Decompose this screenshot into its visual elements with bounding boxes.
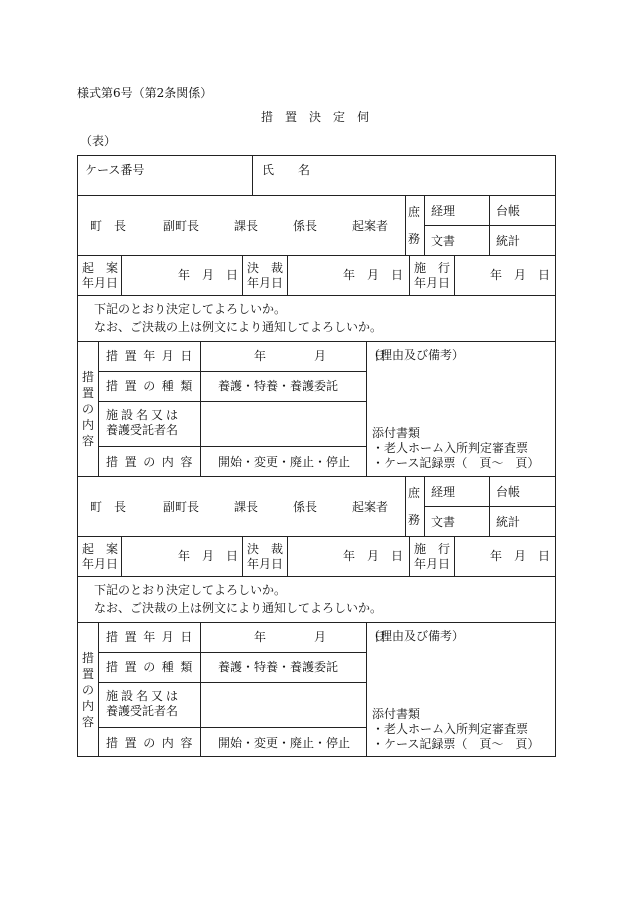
decision-date-label-top: 決 裁: [247, 261, 284, 275]
measure-content-label: 措置の内容: [106, 736, 200, 750]
measure-type-label: 措置の種類: [106, 660, 200, 674]
document-label: 文書: [431, 234, 456, 248]
measure-content-value: 開始・変更・廃止・停止: [218, 455, 351, 469]
decision-date-label-top: 決 裁: [247, 542, 284, 556]
attachments-title: 添付書類: [372, 426, 421, 440]
attachment-1: ・老人ホーム入所判定審査票: [372, 441, 529, 455]
page-title: 措 置 決 定 伺: [260, 110, 369, 124]
name-label: 氏 名: [262, 163, 311, 177]
decision-date-label-bottom: 年月日: [247, 276, 284, 290]
facility-label-top: 施設名又は: [106, 408, 182, 422]
draft-date-label-bottom: 年月日: [82, 276, 119, 290]
decision-date-label-bottom: 年月日: [247, 557, 284, 571]
attachment-2: ・ケース記録票（ 頁〜 頁）: [372, 456, 540, 470]
draft-date-label-top: 起 案: [82, 261, 119, 275]
case-number-label: ケース番号: [85, 163, 145, 177]
facility-label-bottom: 養護受託者名: [106, 704, 179, 718]
deputy-mayor-label: 副町長: [163, 219, 200, 233]
enforce-date-label-bottom: 年月日: [414, 557, 451, 571]
measure-side-4: 内: [82, 418, 95, 432]
attachments-title: 添付書類: [372, 707, 421, 721]
enforce-date-label-top: 施 行: [414, 542, 451, 556]
measure-type-value: 養護・特養・養護委託: [218, 660, 339, 674]
statistics-label: 統計: [496, 234, 521, 248]
request-line-2: なお、ご決裁の上は例文により通知してよろしいか。: [94, 601, 383, 615]
draft-date-label-bottom: 年月日: [82, 557, 119, 571]
draft-date-value: 年 月 日: [178, 549, 239, 563]
reason-label: （理由及び備考）: [368, 629, 465, 643]
request-line-1: 下記のとおり決定してよろしいか。: [94, 583, 287, 597]
measure-side-1: 措: [82, 651, 95, 665]
section-chief-label: 課長: [234, 500, 259, 514]
measure-type-label: 措置の種類: [106, 379, 200, 393]
subsection-chief-label: 係長: [293, 500, 318, 514]
enforce-date-value: 年 月 日: [490, 268, 551, 282]
registry-label: 経理: [431, 485, 456, 499]
draft-date-value: 年 月 日: [178, 268, 239, 282]
measure-type-value: 養護・特養・養護委託: [218, 379, 339, 393]
ledger-label: 台帳: [496, 485, 521, 499]
enforce-date-label-top: 施 行: [414, 261, 451, 275]
general-affairs-label-top: 庶: [408, 486, 421, 500]
reason-label: （理由及び備考）: [368, 348, 465, 362]
measure-date-label: 措置年月日: [106, 630, 200, 644]
facility-label-top: 施設名又は: [106, 689, 182, 703]
town-mayor-label: 町 長: [90, 500, 127, 514]
measure-side-1: 措: [82, 370, 95, 384]
decision-date-value: 年 月 日: [343, 268, 404, 282]
measure-content-value: 開始・変更・廃止・停止: [218, 736, 351, 750]
measure-side-2: 置: [82, 667, 95, 681]
town-mayor-label: 町 長: [90, 219, 127, 233]
ledger-label: 台帳: [496, 204, 521, 218]
request-line-2: なお、ご決裁の上は例文により通知してよろしいか。: [94, 320, 383, 334]
document-label: 文書: [431, 515, 456, 529]
measure-side-3: の: [82, 402, 95, 416]
general-affairs-label-top: 庶: [408, 205, 421, 219]
form-number: 様式第6号（第2条関係）: [77, 86, 213, 100]
measure-date-value: 年 月 日: [254, 630, 387, 644]
deputy-mayor-label: 副町長: [163, 500, 200, 514]
side-label: （表）: [80, 134, 117, 148]
measure-side-2: 置: [82, 386, 95, 400]
subsection-chief-label: 係長: [293, 219, 318, 233]
measure-side-4: 内: [82, 699, 95, 713]
general-affairs-label-bottom: 務: [408, 513, 421, 527]
measure-side-5: 容: [82, 715, 95, 729]
attachment-2: ・ケース記録票（ 頁〜 頁）: [372, 737, 540, 751]
registry-label: 経理: [431, 204, 456, 218]
decision-date-value: 年 月 日: [343, 549, 404, 563]
measure-side-3: の: [82, 683, 95, 697]
facility-label-bottom: 養護受託者名: [106, 423, 179, 437]
attachment-1: ・老人ホーム入所判定審査票: [372, 722, 529, 736]
general-affairs-label-bottom: 務: [408, 232, 421, 246]
statistics-label: 統計: [496, 515, 521, 529]
drafter-label: 起案者: [352, 500, 389, 514]
draft-date-label-top: 起 案: [82, 542, 119, 556]
measure-date-value: 年 月 日: [254, 349, 387, 363]
drafter-label: 起案者: [352, 219, 389, 233]
section-chief-label: 課長: [234, 219, 259, 233]
measure-content-label: 措置の内容: [106, 455, 200, 469]
measure-date-label: 措置年月日: [106, 349, 200, 363]
enforce-date-value: 年 月 日: [490, 549, 551, 563]
request-line-1: 下記のとおり決定してよろしいか。: [94, 302, 287, 316]
enforce-date-label-bottom: 年月日: [414, 276, 451, 290]
measure-side-5: 容: [82, 434, 95, 448]
